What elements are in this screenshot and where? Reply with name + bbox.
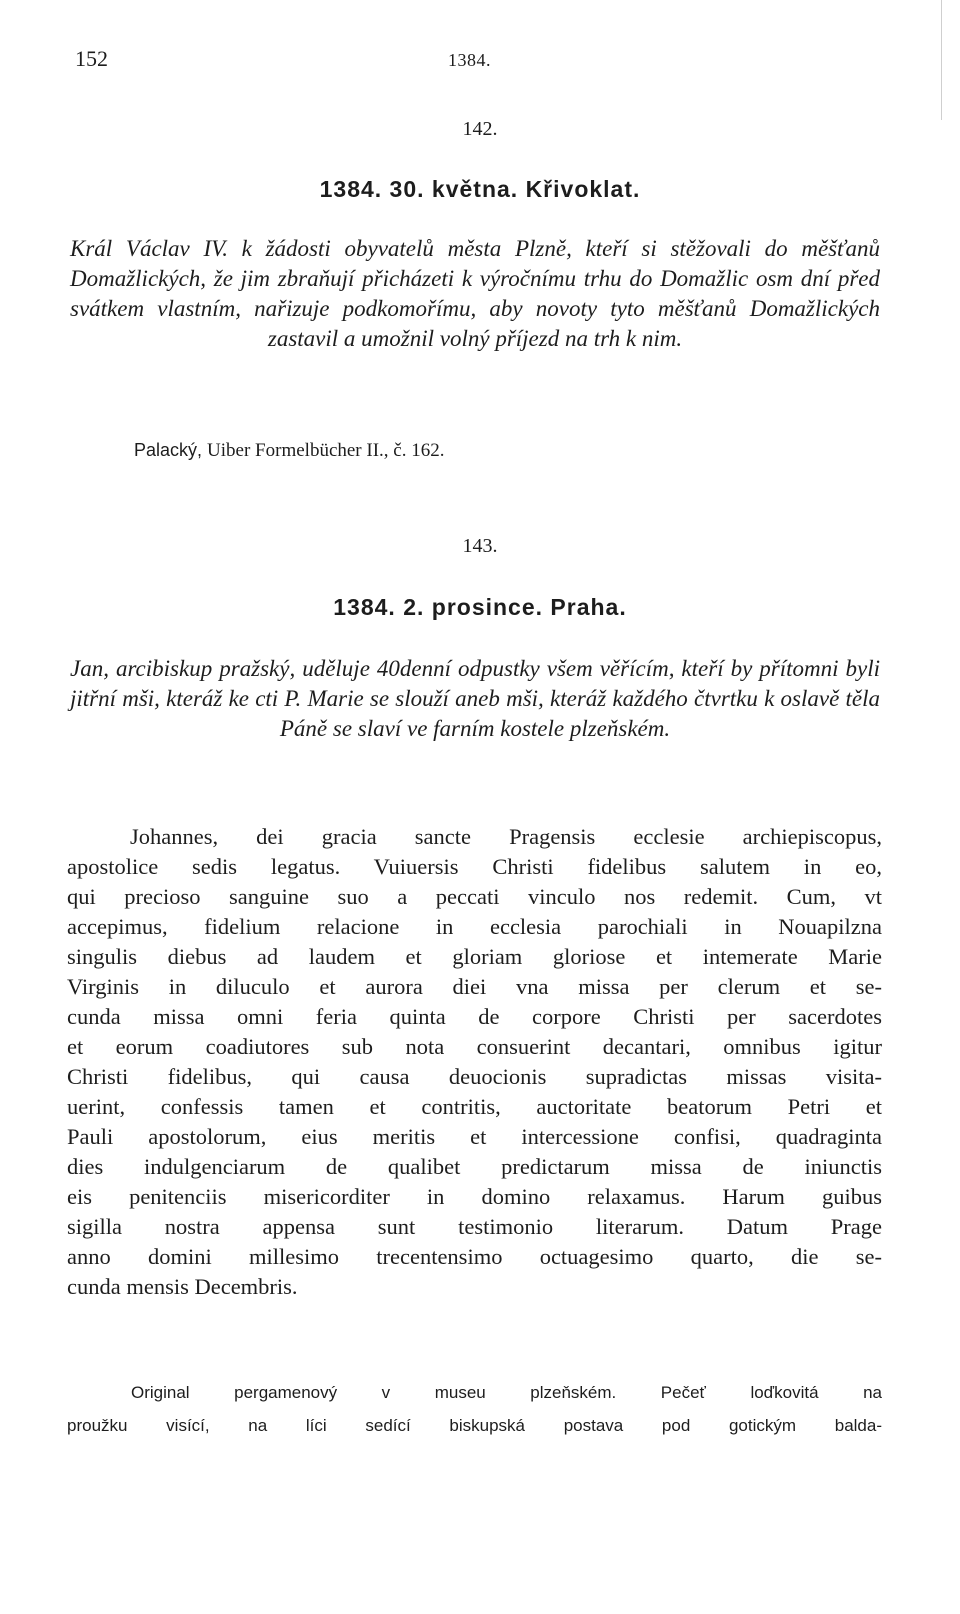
entry-regest: Král Václav IV. k žádosti obyvatelů města Plzně, kteří si stěžovali do měšťanů Domažlických, že jim zbraňují přicházeti k výročnímu trhu do Domažlic osm dní před svátkem vlastním, nařizuje podkomořímu, aby novoty tyto měšťanů Domažlických zastavil a umožnil volný příjezd na trh k nim. bbox=[70, 236, 880, 351]
text-line: anno domini millesimo trecentensimo octuagesimo quarto, die se- bbox=[67, 1244, 882, 1269]
entry-number: 143. bbox=[462, 535, 498, 557]
text-line: dies indulgenciarum de qualibet predictarum missa de iniunctis bbox=[67, 1154, 882, 1179]
note-line: proužku visící, na líci sedící biskupská postava pod gotickým balda- bbox=[67, 1416, 882, 1435]
note-line: Original pergamenový v museu plzeňském. Pečeť loďkovitá na bbox=[131, 1383, 882, 1402]
text-line: cunda mensis Decembris. bbox=[67, 1274, 298, 1299]
charter-text bbox=[67, 822, 882, 1302]
text-line: apostolice sedis legatus. Vuiuersis Christi fidelibus salutem in eo, bbox=[67, 854, 882, 879]
archival-note bbox=[67, 1376, 882, 1442]
text-line: uerint, confessis tamen et contritis, auctoritate beatorum Petri et bbox=[67, 1094, 882, 1119]
entry-dateline: 1384. 2. prosince. Praha. bbox=[333, 594, 627, 620]
text-line: qui precioso sanguine suo a peccati vinculo nos redemit. Cum, vt bbox=[67, 884, 882, 909]
text-line: et eorum coadiutores sub nota consuerint decantari, omnibus igitur bbox=[67, 1034, 882, 1059]
text-line: Pauli apostolorum, eius meritis et intercessione confisi, quadraginta bbox=[67, 1124, 882, 1149]
page-number: 152 bbox=[75, 46, 108, 71]
entry-source bbox=[134, 440, 444, 462]
text-line: accepimus, fidelium relacione in ecclesia parochiali in Nouapilzna bbox=[67, 914, 882, 939]
text-line: eis penitenciis misericorditer in domino relaxamus. Harum guibus bbox=[67, 1184, 882, 1209]
scan-edge-line bbox=[941, 0, 942, 120]
text-line: sigilla nostra appensa sunt testimonio literarum. Datum Prage bbox=[67, 1214, 882, 1239]
text-line: cunda missa omni feria quinta de corpore Christi per sacerdotes bbox=[67, 1004, 882, 1029]
text-line: Johannes, dei gracia sancte Pragensis ecclesie archiepiscopus, bbox=[130, 824, 882, 849]
entry-regest: Jan, arcibiskup pražský, uděluje 40denní odpustky všem věřícím, kteří by přítomni byli jitřní mši, kteráž ke cti P. Marie se slouží aneb mši, kteráž každého čtvrtku k oslavě těla Páně se slaví ve farním kostele plzeňském. bbox=[70, 656, 880, 741]
text-line: Christi fidelibus, qui causa deuocionis supradictas missas visita- bbox=[67, 1064, 882, 1089]
entry-dateline: 1384. 30. května. Křivoklat. bbox=[319, 176, 641, 202]
source-title: Uiber Formelbücher II., č. 162. bbox=[207, 440, 445, 461]
running-head: 1384. bbox=[448, 50, 491, 70]
entry-number: 142. bbox=[462, 118, 498, 140]
source-author: Palacký, bbox=[134, 440, 203, 460]
text-line: Virginis in diluculo et aurora diei vna missa per clerum et se- bbox=[67, 974, 882, 999]
text-line: singulis diebus ad laudem et gloriam gloriose et intemerate Marie bbox=[67, 944, 882, 969]
